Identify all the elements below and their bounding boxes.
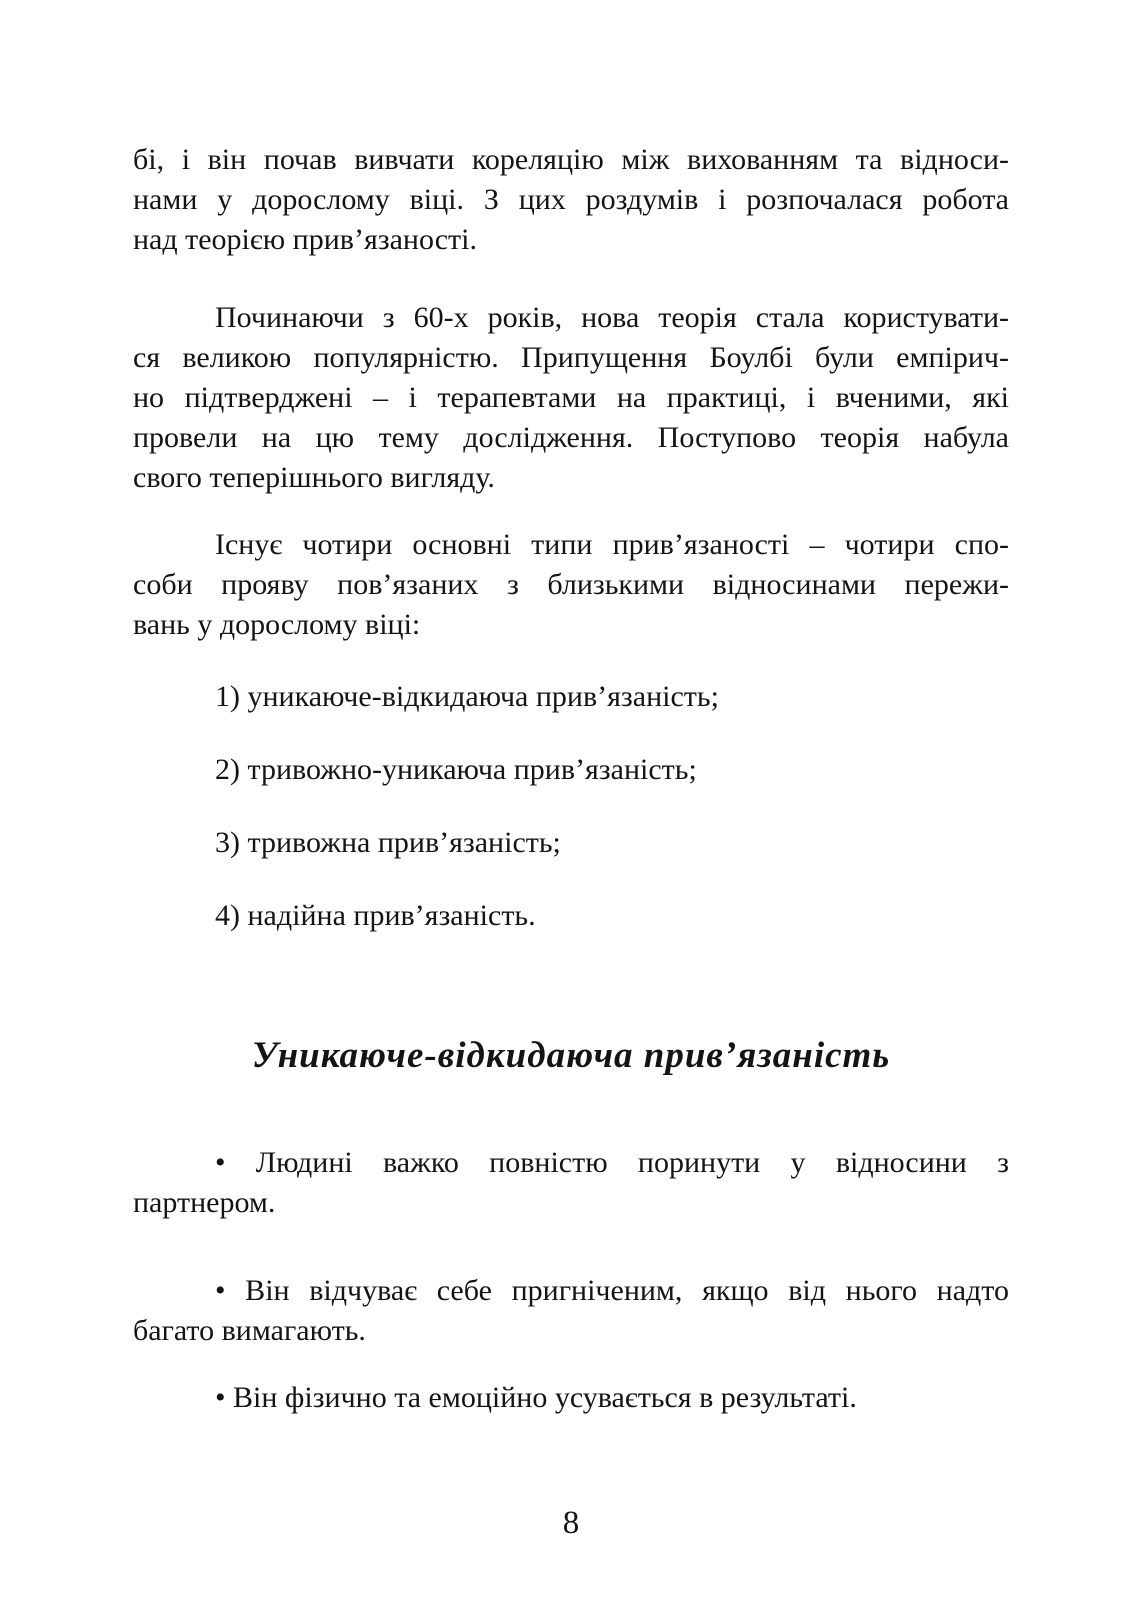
text-line: соби прояву пов’язаних з близькими відносинами пережи- [133,568,1009,601]
text-line: партнером. [133,1186,276,1219]
text-line: вань у дорослому віці: [133,608,421,641]
attachment-types-list [133,677,1009,936]
text-line: свого теперішнього вигляду. [133,461,495,494]
list-item: 1) уникаюче-відкидаюча прив’язаність; [215,680,719,713]
text-line: но підтверджені – і терапевтами на практиці, і вченими, які [133,381,1009,414]
text-line: • Він фізично та емоційно усувається в результаті. [215,1381,857,1414]
page-number: 8 [562,1505,580,1541]
text-line: провели на цю тему дослідження. Поступово теорія набула [133,421,1009,454]
text-line: багато вимагають. [133,1314,366,1347]
text-line: над теорією прив’язаності. [133,223,477,256]
text-line: • Він відчуває себе пригніченим, якщо від нього надто [215,1274,1009,1307]
bullet-item [133,1271,1009,1351]
bullet-item [133,1378,1009,1418]
text-line: бі, і він почав вивчати кореляцію між вихованням та відноси- [133,143,1009,176]
text-line: нами у дорослому віці. З цих роздумів і розпочалася робота [133,183,1009,216]
text-line: Існує чотири основні типи прив’язаності – чотири спо- [215,528,1009,561]
paragraph-3 [133,525,1009,645]
paragraph-2 [133,298,1009,498]
text-line: Починаючи з 60-х років, нова теорія стала користувати- [215,301,1009,334]
page-content [133,0,1009,1615]
bullet-item [133,1143,1009,1223]
paragraph-1 [133,140,1009,260]
list-item: 2) тривожно-уникаюча прив’язаність; [215,753,697,786]
section-heading: Уникаюче-відкидаюча прив’язаність [251,1035,891,1076]
text-line: ся великою популярністю. Припущення Боулбі були емпірич- [133,341,1009,374]
list-item: 4) надійна прив’язаність. [215,899,536,932]
text-line: • Людині важко повністю поринути у відносини з [215,1146,1009,1179]
list-item: 3) тривожна прив’язаність; [215,826,561,859]
